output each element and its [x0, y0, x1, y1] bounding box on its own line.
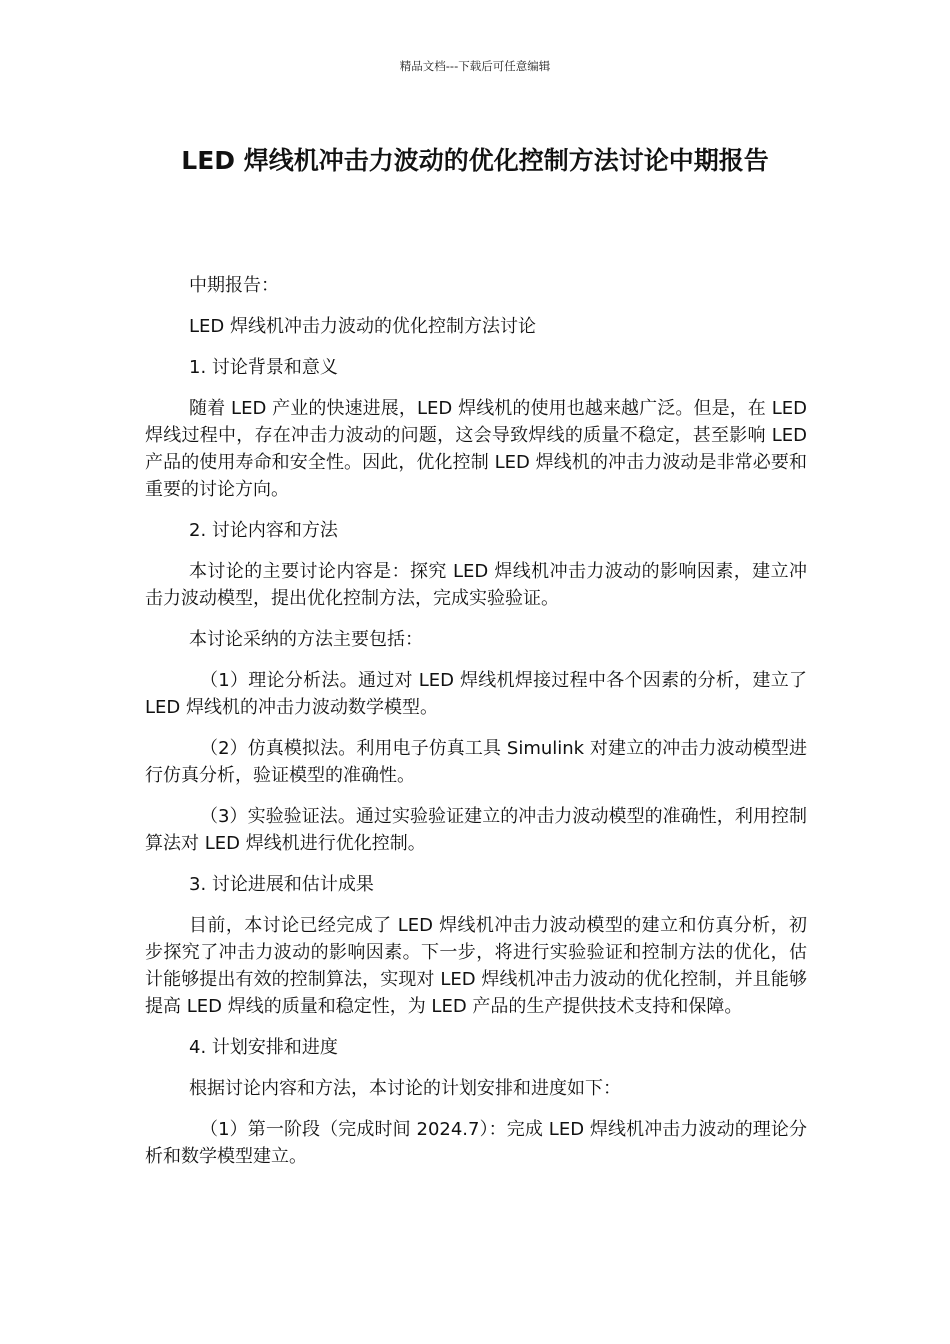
method-item-3: （3）实验验证法。通过实验验证建立的冲击力波动模型的准确性，利用控制算法对 LED 焊线机进行优化控制。 [145, 806, 807, 854]
method-item-1: （1）理论分析法。通过对 LED 焊线机焊接过程中各个因素的分析，建立了 LED 焊线机的冲击力波动数学模型。 [145, 670, 807, 718]
paragraph-progress: 目前，本讨论已经完成了 LED 焊线机冲击力波动模型的建立和仿真分析，初步探究了冲击力波动的影响因素。下一步，将进行实验验证和控制方法的优化，估计能够提出有效的控制算法，实现对 LED 焊线机冲击力波动的优化控制，并且能够提高 LED 焊线的质量和稳定性，为 LED 产品的生产提供技术支持和保障。 [145, 915, 807, 1017]
report-subject: LED 焊线机冲击力波动的优化控制方法讨论 [189, 316, 536, 337]
report-label: 中期报告： [189, 275, 279, 296]
document-title: LED 焊线机冲击力波动的优化控制方法讨论中期报告 [181, 146, 769, 175]
page-header: 精品文档---下载后可任意编辑 [399, 59, 551, 73]
method-item-2: （2）仿真模拟法。利用电子仿真工具 Simulink 对建立的冲击力波动模型进行仿真分析，验证模型的准确性。 [145, 738, 807, 786]
section-heading-1: 1. 讨论背景和意义 [189, 357, 338, 378]
paragraph-background: 随着 LED 产业的快速进展，LED 焊线机的使用也越来越广泛。但是，在 LED 焊线过程中，存在冲击力波动的问题，这会导致焊线的质量不稳定，甚至影响 LED 产品的使用寿命和安全性。因此，优化控制 LED 焊线机的冲击力波动是非常必要和重要的讨论方向。 [145, 398, 807, 500]
section-heading-2: 2. 讨论内容和方法 [189, 520, 338, 541]
paragraph-content: 本讨论的主要讨论内容是：探究 LED 焊线机冲击力波动的影响因素，建立冲击力波动模型，提出优化控制方法，完成实验验证。 [145, 561, 807, 609]
document-body [145, 272, 807, 1184]
paragraph-plan-intro: 根据讨论内容和方法，本讨论的计划安排和进度如下： [189, 1078, 621, 1099]
paragraph-methods-intro: 本讨论采纳的方法主要包括： [189, 629, 423, 650]
plan-item-1: （1）第一阶段（完成时间 2024.7）：完成 LED 焊线机冲击力波动的理论分析和数学模型建立。 [145, 1119, 807, 1167]
section-heading-3: 3. 讨论进展和估计成果 [189, 874, 374, 895]
section-heading-4: 4. 计划安排和进度 [189, 1037, 338, 1058]
